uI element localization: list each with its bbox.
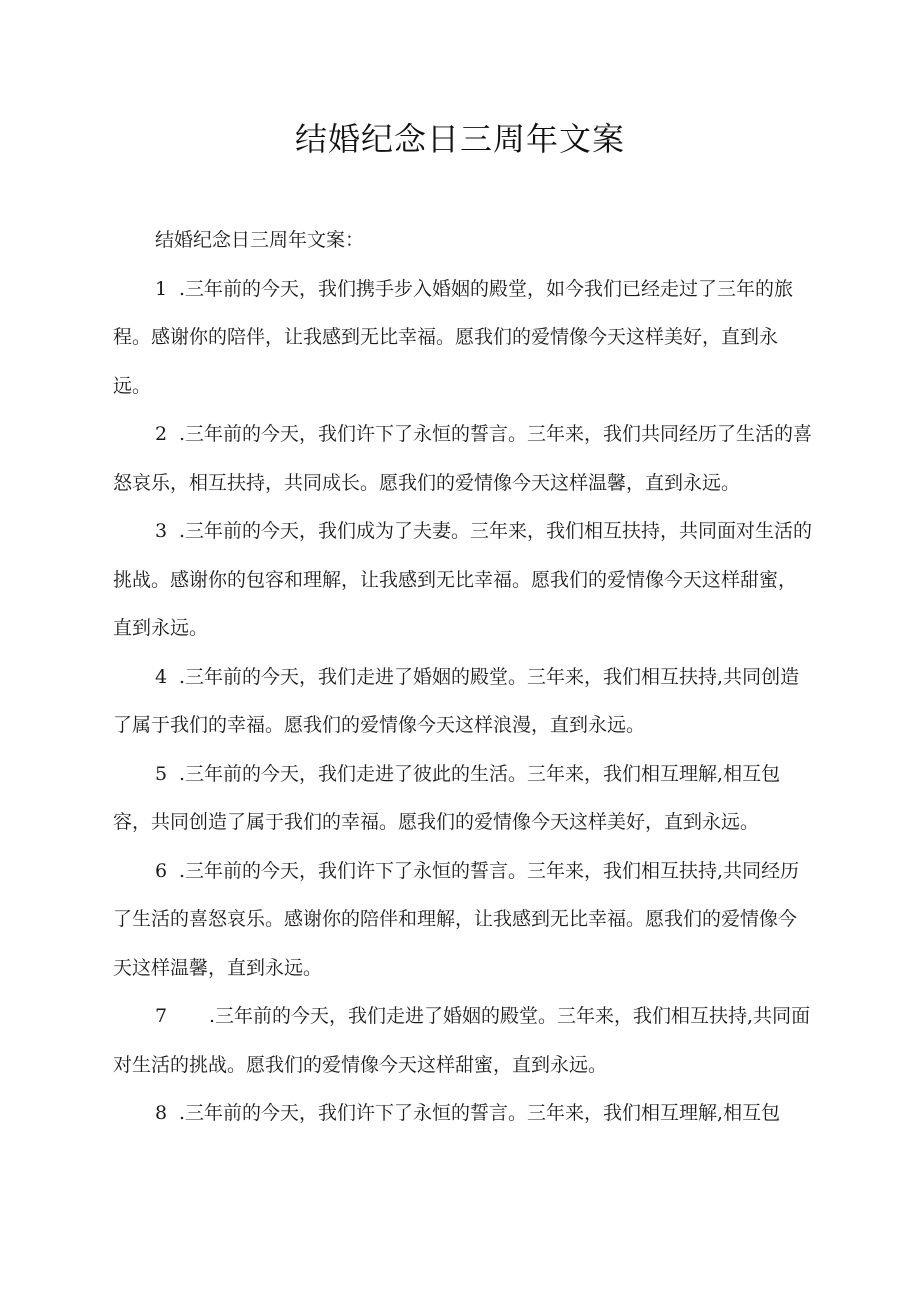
- item-number: 5: [155, 762, 168, 785]
- list-item: [113, 750, 813, 847]
- list-item: [113, 507, 813, 653]
- item-number: 8: [155, 1102, 168, 1124]
- item-number: 3: [155, 520, 168, 542]
- item-text: .三年前的今天，我们走进了婚姻的殿堂。三年来，我们相互扶持,共同面对生活的挑战。愿我们的爱情像今天这样甜蜜，直到永远。: [113, 1005, 811, 1076]
- page-title: 结婚纪念日三周年文案: [294, 120, 625, 158]
- item-text: .三年前的今天，我们成为了夫妻。三年来，我们相互扶持，共同面对生活的挑战。感谢你的包容和理解，让我感到无比幸福。愿我们的爱情像今天这样甜蜜，直到永远。: [113, 520, 813, 639]
- list-item: [113, 992, 813, 1089]
- list-item: [113, 653, 813, 750]
- list-item: [113, 1089, 813, 1138]
- item-text: .三年前的今天，我们走进了彼此的生活。三年来，我们相互理解,相互包容，共同创造了属于我们的幸福。愿我们的爱情像今天这样美好，直到永远。: [113, 762, 781, 833]
- list-item: [113, 847, 813, 993]
- item-text: .三年前的今天，我们携手步入婚姻的殿堂，如今我们已经走过了三年的旅程。感谢你的陪伴，让我感到无比幸福。愿我们的爱情像今天这样美好，直到永远。: [113, 277, 794, 397]
- item-number: 7: [155, 1005, 168, 1027]
- item-text: .三年前的今天，我们许下了永恒的誓言。三年来，我们共同经历了生活的喜怒哀乐，相互扶持，共同成长。愿我们的爱情像今天这样温馨，直到永远。: [113, 423, 813, 494]
- intro-line: 结婚纪念日三周年文案：: [155, 229, 365, 251]
- item-text: .三年前的今天，我们许下了永恒的誓言。三年来，我们相互理解,相互包: [179, 1102, 781, 1124]
- item-text: .三年前的今天，我们许下了永恒的誓言。三年来，我们相互扶持,共同经历了生活的喜怒哀乐。感谢你的陪伴和理解，让我感到无比幸福。愿我们的爱情像今天这样温馨，直到永远。: [113, 859, 800, 979]
- item-number: 6: [155, 859, 168, 882]
- document-body: [113, 216, 813, 1138]
- item-number: 4: [155, 665, 168, 688]
- item-number: 2: [155, 423, 168, 445]
- list-item: [113, 265, 813, 411]
- item-number: 1: [155, 277, 168, 300]
- item-text: .三年前的今天，我们走进了婚姻的殿堂。三年来，我们相互扶持,共同创造了属于我们的幸福。愿我们的爱情像今天这样浪漫，直到永远。: [113, 665, 800, 736]
- list-item: [113, 410, 813, 507]
